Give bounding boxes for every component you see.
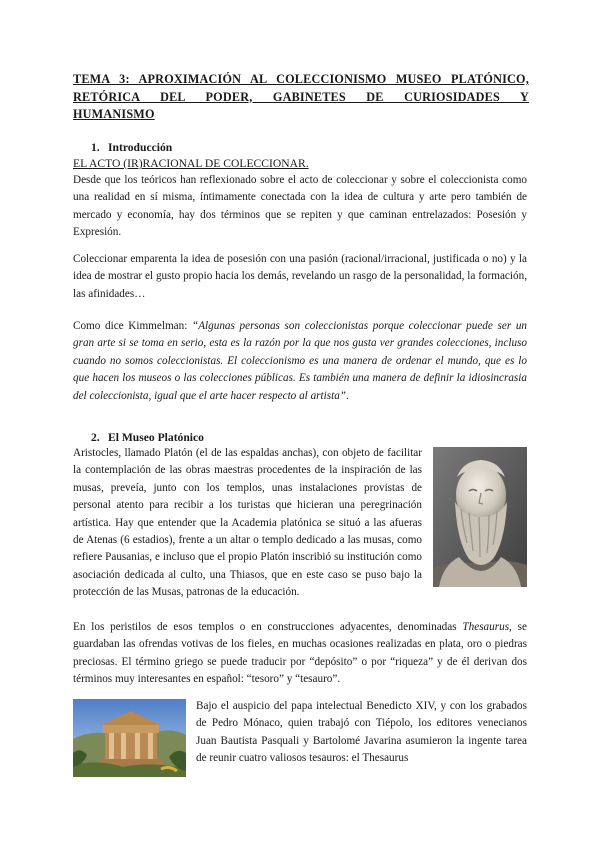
section-1-title: Introducción	[108, 141, 173, 154]
paragraph-6	[196, 698, 527, 768]
treasury-temple-illustration	[73, 699, 186, 777]
thesaurus-term: Thesaurus	[462, 621, 510, 633]
section-2-heading	[91, 431, 204, 444]
plato-bust-image	[433, 447, 527, 587]
title-line-2: RETÓRICA DEL PODER, GABINETES DE CURIOSIDADES Y	[73, 89, 529, 104]
paragraph-1: Desde que los teóricos han reflexionado sobre el acto de coleccionar y sobre el coleccionista como una realidad en sí misma, íntimamente conectada con la idea de cultura y arte pero también de mercado y economía, hay dos términos que se repiten y que caminan entrelazados: Posesión y Expresión.	[73, 174, 527, 239]
paragraph-5-b: , se guardaban las ofrendas votivas de los fieles, en muchas ocasiones realizadas en plata, oro o piedras preciosas. El término griego se puede traducir por “depósito” o por “riqueza” y de él derivan dos términos muy interesantes en español: “tesoro” y “tesauro”.	[73, 621, 527, 686]
plato-bust-illustration	[433, 447, 527, 587]
title-line-3: HUMANISMO	[73, 107, 155, 121]
paragraph-3-intro: Como dice Kimmelman:	[73, 320, 192, 332]
document-title	[73, 71, 529, 124]
paragraph-5-a: En los peristilos de esos templos o en construcciones adyacentes, denominadas	[73, 621, 463, 633]
section-2-title: El Museo Platónico	[108, 431, 204, 444]
paragraph-5	[73, 619, 527, 689]
paragraph-4: Aristocles, llamado Platón (el de las espaldas anchas), con objeto de facilitar la contemplación de las obras maestras procedentes de la inspiración de las musas, preveía, junto con los templos, unas instalaciones provistas de personal atento para recibir a los turistas que hicieran una peregrinación artística. Hay que entender que la Academia platónica se situó a las afueras de Atenas (6 estadios), frente a un altar o templo dedicado a las musas, como refiere Pausanias, e incluso que el propio Platón inscribió su institución como asociación dedicada al culto, una Thiasos, que en este caso se puso bajo la protección de las Musas, patronas de la educación.	[73, 447, 422, 599]
section-2-number: 2.	[91, 431, 100, 444]
subheading: EL ACTO (IR)RACIONAL DE COLECCIONAR.	[73, 157, 309, 170]
section-1-number: 1.	[91, 141, 100, 154]
title-line-1: TEMA 3: APROXIMACIÓN AL COLECCIONISMO MUSEO PLATÓNICO,	[73, 72, 529, 86]
paragraph-3-end: .	[346, 389, 349, 402]
treasury-temple-image	[73, 699, 186, 777]
paragraph-3	[73, 318, 527, 405]
kimmelman-quote: “Algunas personas son coleccionistas porque coleccionar puede ser un gran arte si se toma en serio, esta es la razón por la que nos gusta ver grandes colecciones, incluso cuando no somos coleccionistas. El coleccionismo es una manera de ordenar el mundo, que es lo que hacen los museos o las colecciones públicas. Es también una manera de definir la idiosincrasia del coleccionista, igual que el arte hacer respecto al artista”	[73, 320, 528, 402]
paragraph-2: Coleccionar emparenta la idea de posesión con una pasión (racional/irracional, justificada o no) y la idea de mostrar el gusto propio hacia los demás, revelando un rasgo de la personalidad, la formación, las afinidades…	[73, 253, 527, 300]
thesaurus-term-2: Thesaurus	[362, 752, 409, 765]
paragraph-6-a: Bajo el auspicio del papa intelectual Benedicto XIV, y con los grabados de Pedro Mónaco, quien trabajó con Tiépolo, los editores venecianos Juan Bautista Pasquali y Bartolomé Javarina asumieron la ingente tarea de reunir cuatro valiosos tesauros: el	[196, 700, 527, 765]
section-1-heading	[91, 141, 172, 154]
